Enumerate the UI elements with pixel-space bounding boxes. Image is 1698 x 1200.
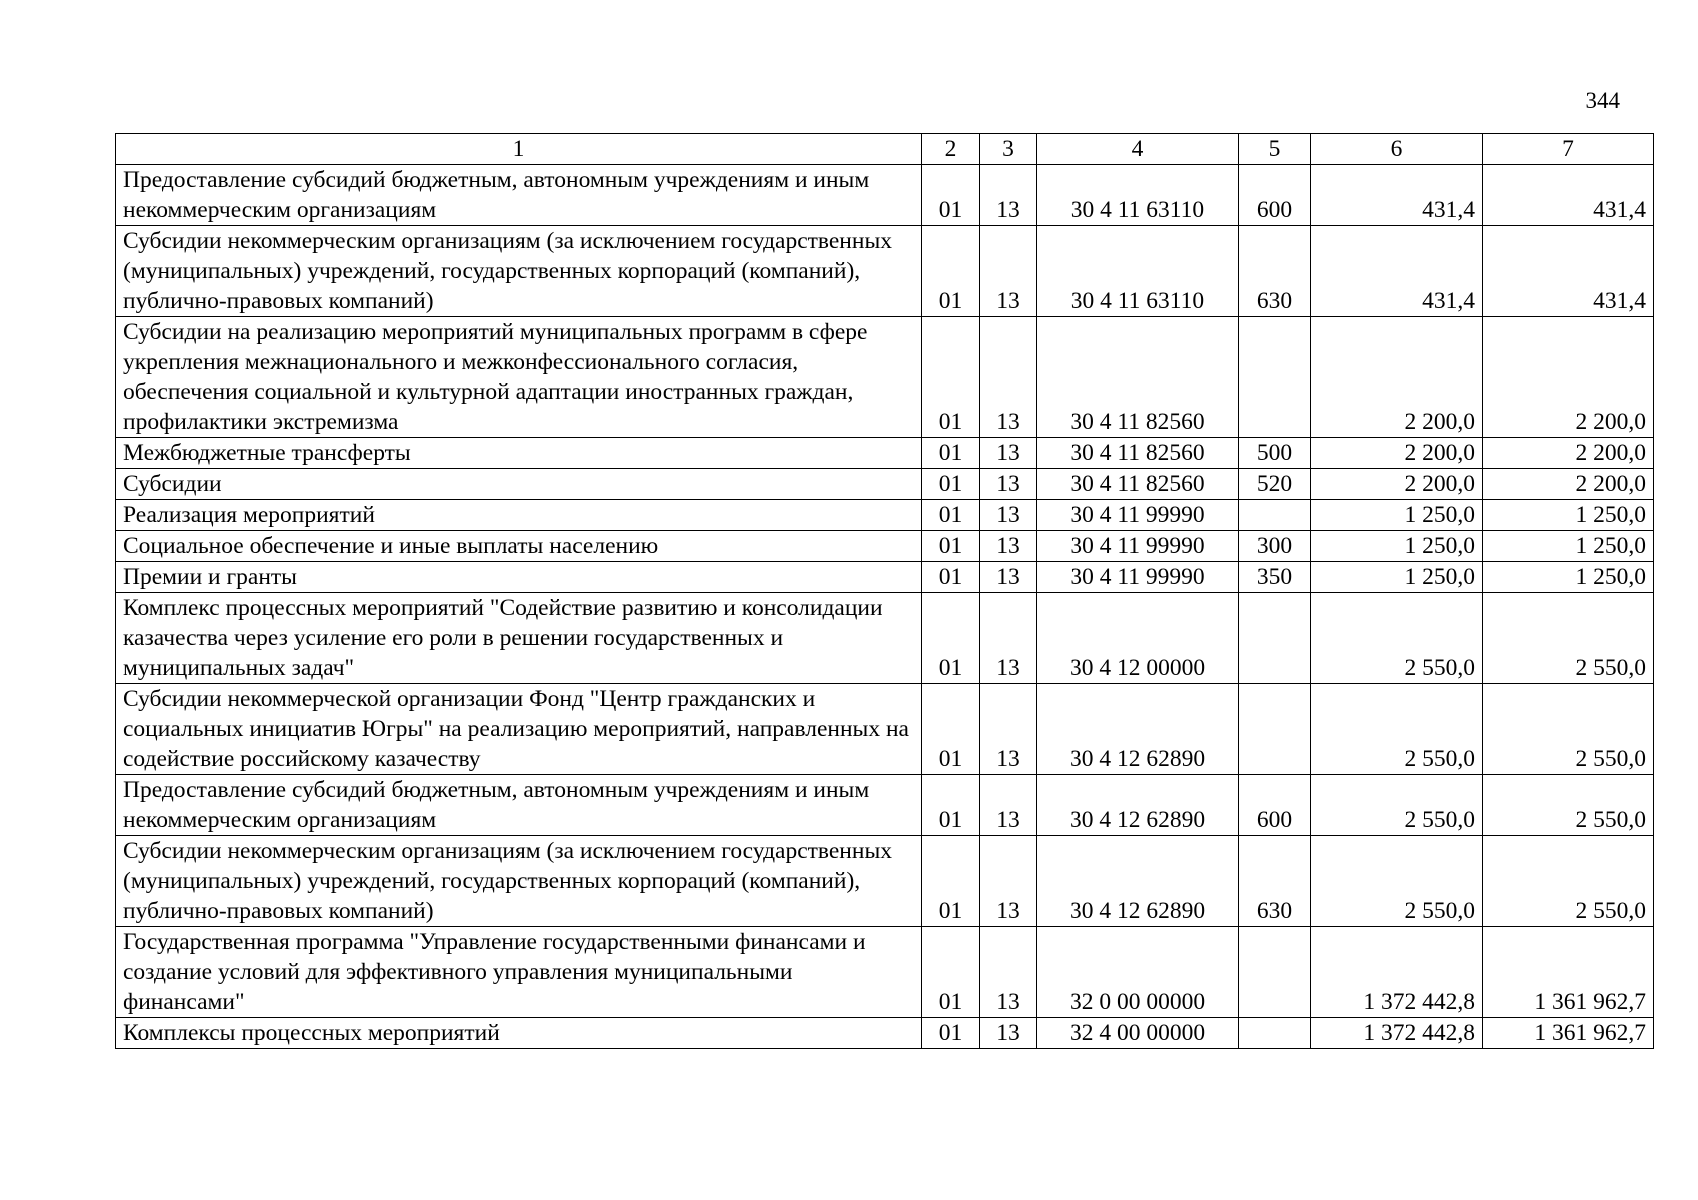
row-code-cell: 13 (980, 469, 1037, 500)
table-row (116, 469, 1654, 500)
row-name-cell: Субсидии некоммерческой организации Фонд "Центр гражданских и социальных инициатив Югры" на реализацию мероприятий, направленных на содействие российскому казачеству (116, 684, 922, 775)
row-target-code-cell: 30 4 11 82560 (1037, 438, 1239, 469)
row-target-code-cell: 30 4 12 62890 (1037, 684, 1239, 775)
page-number: 344 (1585, 88, 1620, 113)
table-row (116, 226, 1654, 317)
row-code-cell: 01 (922, 593, 980, 684)
row-name-cell: Субсидии некоммерческим организациям (за исключением государственных (муниципальных) учреждений, государственных корпораций (компаний), публично-правовых компаний) (116, 836, 922, 927)
row-target-code-cell: 30 4 12 00000 (1037, 593, 1239, 684)
row-target-code-cell: 30 4 11 99990 (1037, 562, 1239, 593)
row-type-cell: 500 (1239, 438, 1311, 469)
row-amount-cell: 431,4 (1483, 165, 1654, 226)
row-code-cell: 13 (980, 317, 1037, 438)
header-row (116, 134, 1654, 165)
row-code-cell: 13 (980, 1018, 1037, 1049)
row-target-code-cell: 32 4 00 00000 (1037, 1018, 1239, 1049)
row-target-code-cell: 30 4 11 82560 (1037, 317, 1239, 438)
row-amount-cell: 1 372 442,8 (1311, 927, 1483, 1018)
budget-table (115, 133, 1654, 1049)
row-code-cell: 13 (980, 531, 1037, 562)
row-amount-cell: 2 200,0 (1483, 438, 1654, 469)
row-code-cell: 13 (980, 684, 1037, 775)
row-target-code-cell: 30 4 11 99990 (1037, 500, 1239, 531)
row-target-code-cell: 30 4 11 63110 (1037, 165, 1239, 226)
row-type-cell: 630 (1239, 836, 1311, 927)
row-code-cell: 01 (922, 226, 980, 317)
row-target-code-cell: 30 4 12 62890 (1037, 775, 1239, 836)
row-amount-cell: 1 250,0 (1311, 562, 1483, 593)
row-amount-cell: 2 550,0 (1311, 775, 1483, 836)
row-target-code-cell: 30 4 11 63110 (1037, 226, 1239, 317)
row-amount-cell: 1 250,0 (1311, 500, 1483, 531)
row-type-cell (1239, 317, 1311, 438)
row-amount-cell: 1 361 962,7 (1483, 927, 1654, 1018)
row-target-code-cell: 30 4 12 62890 (1037, 836, 1239, 927)
row-code-cell: 01 (922, 1018, 980, 1049)
header-cell: 7 (1483, 134, 1654, 165)
row-amount-cell: 2 200,0 (1311, 469, 1483, 500)
row-target-code-cell: 30 4 11 99990 (1037, 531, 1239, 562)
table-row (116, 1018, 1654, 1049)
row-type-cell: 630 (1239, 226, 1311, 317)
table-row (116, 836, 1654, 927)
table-row (116, 438, 1654, 469)
row-type-cell: 300 (1239, 531, 1311, 562)
row-name-cell: Предоставление субсидий бюджетным, автономным учреждениям и иным некоммерческим организациям (116, 775, 922, 836)
row-name-cell: Межбюджетные трансферты (116, 438, 922, 469)
table-row (116, 927, 1654, 1018)
row-target-code-cell: 30 4 11 82560 (1037, 469, 1239, 500)
row-code-cell: 01 (922, 165, 980, 226)
row-code-cell: 01 (922, 927, 980, 1018)
row-code-cell: 13 (980, 836, 1037, 927)
table-row (116, 562, 1654, 593)
row-name-cell: Премии и гранты (116, 562, 922, 593)
table-row (116, 500, 1654, 531)
row-code-cell: 01 (922, 500, 980, 531)
row-type-cell (1239, 684, 1311, 775)
row-code-cell: 01 (922, 531, 980, 562)
row-code-cell: 13 (980, 775, 1037, 836)
row-amount-cell: 1 250,0 (1483, 500, 1654, 531)
row-code-cell: 01 (922, 562, 980, 593)
row-name-cell: Государственная программа "Управление государственными финансами и создание условий для эффективного управления муниципальными финансами" (116, 927, 922, 1018)
row-code-cell: 01 (922, 836, 980, 927)
row-amount-cell: 2 550,0 (1483, 593, 1654, 684)
row-amount-cell: 2 550,0 (1483, 836, 1654, 927)
header-cell: 5 (1239, 134, 1311, 165)
row-type-cell: 600 (1239, 165, 1311, 226)
table-row (116, 684, 1654, 775)
row-amount-cell: 1 250,0 (1311, 531, 1483, 562)
row-code-cell: 01 (922, 684, 980, 775)
row-code-cell: 13 (980, 562, 1037, 593)
row-name-cell: Предоставление субсидий бюджетным, автономным учреждениям и иным некоммерческим организациям (116, 165, 922, 226)
row-amount-cell: 2 200,0 (1483, 469, 1654, 500)
row-amount-cell: 1 372 442,8 (1311, 1018, 1483, 1049)
row-type-cell (1239, 927, 1311, 1018)
row-name-cell: Субсидии (116, 469, 922, 500)
row-code-cell: 01 (922, 775, 980, 836)
row-amount-cell: 1 250,0 (1483, 562, 1654, 593)
row-name-cell: Субсидии некоммерческим организациям (за исключением государственных (муниципальных) учреждений, государственных корпораций (компаний), публично-правовых компаний) (116, 226, 922, 317)
row-amount-cell: 2 550,0 (1311, 593, 1483, 684)
row-name-cell: Комплекс процессных мероприятий "Содействие развитию и консолидации казачества через усиление его роли в решении государственных и муниципальных задач" (116, 593, 922, 684)
row-amount-cell: 2 550,0 (1311, 836, 1483, 927)
row-type-cell (1239, 500, 1311, 531)
table-row (116, 593, 1654, 684)
table-row (116, 165, 1654, 226)
header-cell: 6 (1311, 134, 1483, 165)
header-cell: 4 (1037, 134, 1239, 165)
row-target-code-cell: 32 0 00 00000 (1037, 927, 1239, 1018)
row-amount-cell: 2 550,0 (1483, 775, 1654, 836)
row-amount-cell: 431,4 (1311, 226, 1483, 317)
row-amount-cell: 431,4 (1311, 165, 1483, 226)
row-amount-cell: 2 550,0 (1311, 684, 1483, 775)
table-row (116, 531, 1654, 562)
row-amount-cell: 2 200,0 (1483, 317, 1654, 438)
row-amount-cell: 2 200,0 (1311, 317, 1483, 438)
table-row (116, 775, 1654, 836)
row-code-cell: 01 (922, 469, 980, 500)
row-amount-cell: 2 200,0 (1311, 438, 1483, 469)
row-name-cell: Комплексы процессных мероприятий (116, 1018, 922, 1049)
table-row (116, 317, 1654, 438)
row-name-cell: Реализация мероприятий (116, 500, 922, 531)
row-amount-cell: 431,4 (1483, 226, 1654, 317)
row-type-cell: 600 (1239, 775, 1311, 836)
row-code-cell: 13 (980, 226, 1037, 317)
row-amount-cell: 1 361 962,7 (1483, 1018, 1654, 1049)
row-code-cell: 13 (980, 500, 1037, 531)
row-amount-cell: 2 550,0 (1483, 684, 1654, 775)
row-code-cell: 13 (980, 927, 1037, 1018)
row-name-cell: Социальное обеспечение и иные выплаты населению (116, 531, 922, 562)
header-cell: 3 (980, 134, 1037, 165)
row-code-cell: 13 (980, 165, 1037, 226)
row-type-cell: 350 (1239, 562, 1311, 593)
header-cell: 1 (116, 134, 922, 165)
row-type-cell: 520 (1239, 469, 1311, 500)
row-code-cell: 01 (922, 317, 980, 438)
row-code-cell: 01 (922, 438, 980, 469)
row-name-cell: Субсидии на реализацию мероприятий муниципальных программ в сфере укрепления межнационального и межконфессионального согласия, обеспечения социальной и культурной адаптации иностранных граждан, профилактики экстремизма (116, 317, 922, 438)
row-type-cell (1239, 593, 1311, 684)
row-amount-cell: 1 250,0 (1483, 531, 1654, 562)
row-code-cell: 13 (980, 438, 1037, 469)
header-cell: 2 (922, 134, 980, 165)
row-code-cell: 13 (980, 593, 1037, 684)
row-type-cell (1239, 1018, 1311, 1049)
